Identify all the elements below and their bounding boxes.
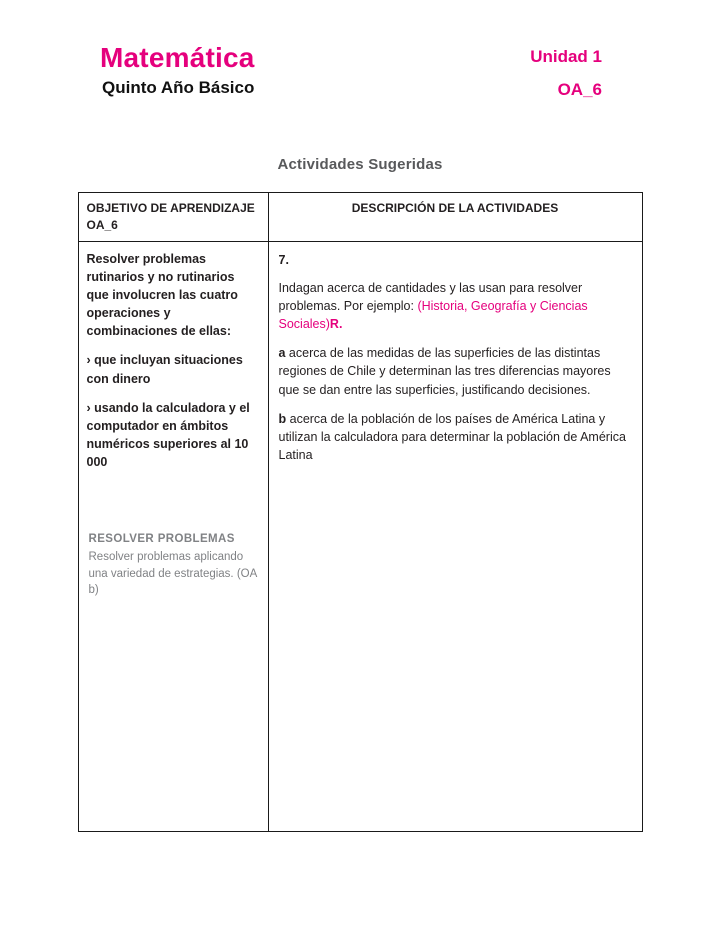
oa-label: OA_6	[557, 80, 602, 99]
page-title: Actividades Sugeridas	[277, 156, 443, 173]
header-left-block	[100, 42, 255, 98]
objective-cell	[78, 241, 268, 831]
activity-item-a	[279, 344, 632, 398]
activities-table-body	[78, 241, 642, 831]
activity-intro-text: Indagan acerca de cantidades y las usan para resolver problemas. Por ejemplo:	[278, 280, 583, 314]
subject-title: Matemática	[100, 42, 255, 73]
activities-table	[78, 192, 643, 832]
objective-column-header: OBJETIVO DE APRENDIZAJE OA_6	[78, 193, 268, 242]
activity-item-b	[279, 410, 632, 464]
header-right-block	[530, 42, 602, 100]
item-a-text: acerca de las medidas de las superficies de las distintas regiones de Chile y determinan las tres diferencias mayores que se dan entre las superficies, justificando decisiones.	[278, 346, 611, 397]
activities-table-head	[78, 193, 642, 242]
activity-intro-r-marker: R.	[329, 317, 343, 332]
objective-intro: Resolver problemas rutinarios y no rutinarios que involucren las cuatro operaciones y combinaciones de ellas:	[86, 251, 238, 339]
table-row	[78, 241, 642, 831]
skill-block	[87, 531, 258, 598]
document-header	[0, 0, 720, 100]
objective-bullet-2: › usando la calculadora y el computador en ámbitos numéricos superiores al 10 000	[86, 400, 250, 470]
description-column-header: DESCRIPCIÓN DE LA ACTIVIDADES	[268, 193, 642, 242]
skill-heading: RESOLVER PROBLEMAS	[88, 533, 235, 546]
table-header-row	[78, 193, 642, 242]
activity-intro-paragraph	[279, 279, 632, 333]
skill-text: Resolver problemas aplicando una variedad de estrategias. (OA b)	[88, 551, 257, 597]
activity-cell	[268, 241, 642, 831]
item-b-label: b	[278, 411, 287, 426]
activity-number: 7.	[278, 252, 289, 267]
item-b-text: acerca de la población de los países de América Latina y utilizan la calculadora para determinar la población de América Latina	[278, 411, 626, 462]
item-a-label: a	[278, 346, 286, 361]
objective-bullet-1: › que incluyan situaciones con dinero	[86, 353, 243, 386]
activity-intro-subject-reference: (Historia, Geografía y Ciencias Sociales)	[278, 299, 588, 332]
unit-label: Unidad 1	[530, 47, 602, 66]
grade-subtitle: Quinto Año Básico	[102, 78, 255, 97]
